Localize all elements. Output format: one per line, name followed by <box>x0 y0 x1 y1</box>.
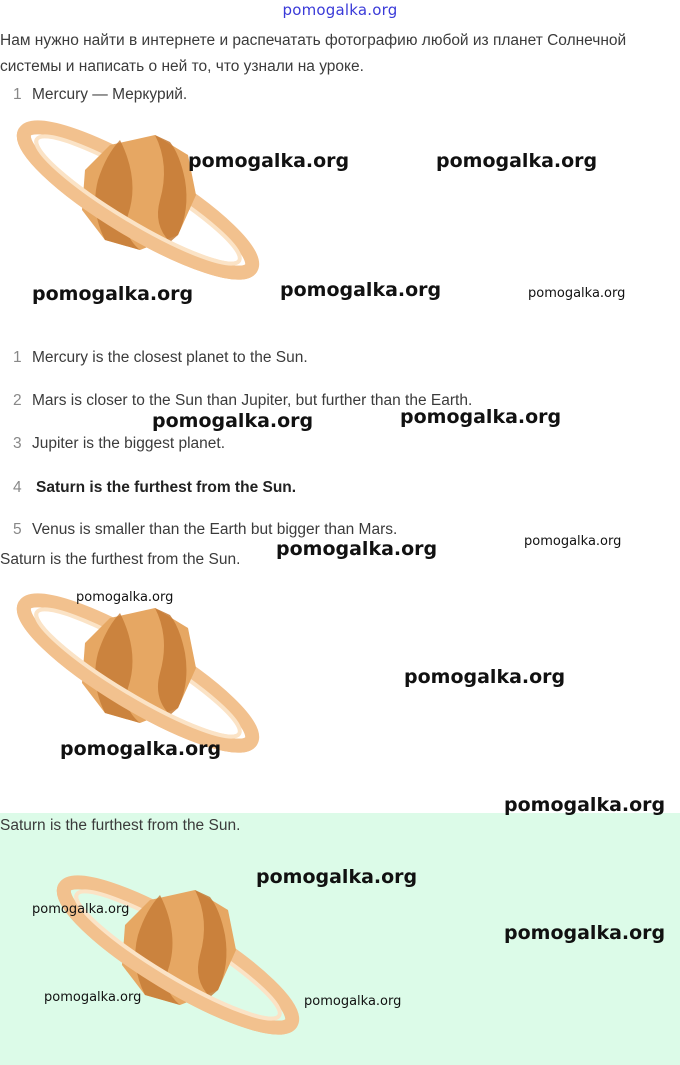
saturn-image-3 <box>50 875 310 1040</box>
caption-2: Saturn is the furthest from the Sun. <box>0 817 241 834</box>
watermark-18: pomogalka.org <box>304 994 402 1009</box>
watermark-13: pomogalka.org <box>504 794 666 816</box>
intro-paragraph: Нам нужно найти в интернете и распечатать фотографию любой из планет Солнечной системы и написать о ней то, что узнали на уроке. <box>0 32 627 75</box>
list-item-mercury <box>0 86 187 104</box>
list-text: Mercury is the closest planet to the Sun. <box>32 349 308 366</box>
watermark-12: pomogalka.org <box>60 738 222 760</box>
list-item-4 <box>0 479 296 497</box>
caption-1: Saturn is the furthest from the Sun. <box>0 551 241 568</box>
watermark-16: pomogalka.org <box>504 922 666 944</box>
list-item-3 <box>0 435 225 453</box>
list-number: 1 <box>13 349 22 366</box>
list-item-5 <box>0 521 397 539</box>
list-number: 5 <box>13 521 22 538</box>
list-text: Mars is closer to the Sun than Jupiter, but further than the Earth. <box>32 392 473 409</box>
watermark-14: pomogalka.org <box>256 866 418 888</box>
watermark-6: pomogalka.org <box>152 410 314 432</box>
list-text: Jupiter is the biggest planet. <box>32 435 226 452</box>
watermark-15: pomogalka.org <box>32 902 130 917</box>
watermark-10: pomogalka.org <box>76 590 174 605</box>
saturn-image-2 <box>10 593 270 758</box>
watermark-7: pomogalka.org <box>400 406 562 428</box>
watermark-17: pomogalka.org <box>44 990 142 1005</box>
watermark-11: pomogalka.org <box>404 666 566 688</box>
watermark-3: pomogalka.org <box>32 283 194 305</box>
saturn-image-1 <box>10 120 270 285</box>
list-text: Mercury — Меркурий. <box>32 86 188 103</box>
list-number: 1 <box>13 86 22 103</box>
list-number: 4 <box>13 479 22 496</box>
list-text: Venus is smaller than the Earth but bigger than Mars. <box>32 521 398 538</box>
header-watermark: pomogalka.org <box>282 1 398 19</box>
watermark-9: pomogalka.org <box>524 534 622 549</box>
list-text: Saturn is the furthest from the Sun. <box>36 479 297 496</box>
list-number: 3 <box>13 435 22 452</box>
watermark-1: pomogalka.org <box>188 150 350 172</box>
watermark-8: pomogalka.org <box>276 538 438 560</box>
watermark-5: pomogalka.org <box>528 286 626 301</box>
list-number: 2 <box>13 392 22 409</box>
list-item-1 <box>0 349 308 367</box>
watermark-2: pomogalka.org <box>436 150 598 172</box>
watermark-4: pomogalka.org <box>280 279 442 301</box>
